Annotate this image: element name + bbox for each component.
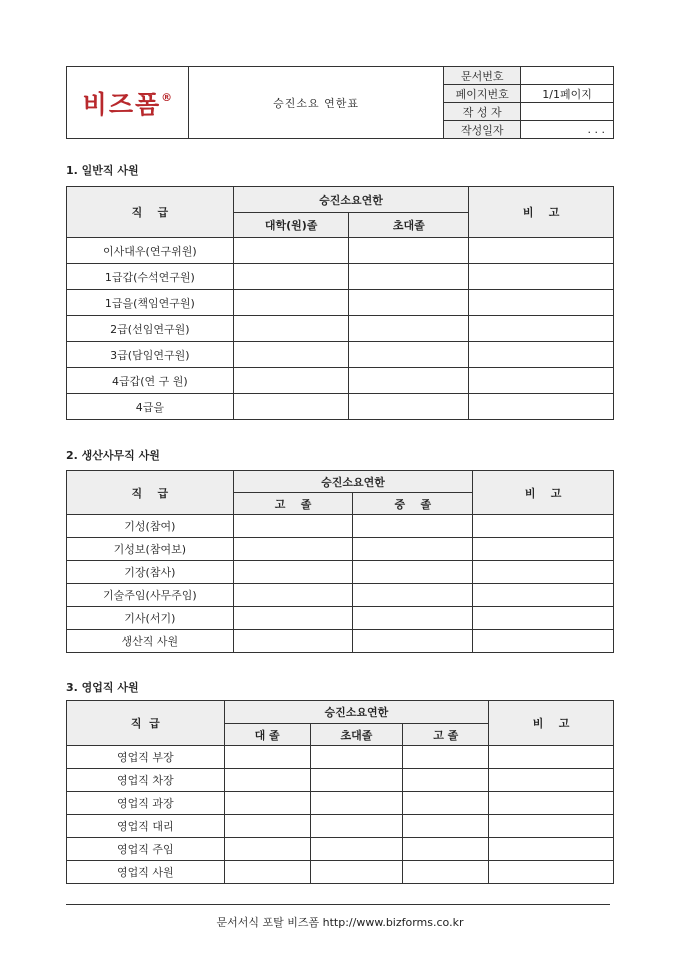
table-row	[67, 538, 614, 561]
period-cell[interactable]	[233, 538, 353, 561]
rank-cell: 4급을	[67, 394, 234, 420]
remarks-cell[interactable]	[469, 342, 614, 368]
rank-cell: 기성(참여)	[67, 515, 234, 538]
table-row	[67, 746, 614, 769]
period-cell[interactable]	[224, 861, 310, 884]
period-cell[interactable]	[233, 584, 353, 607]
sub-header-high-school: 고 졸	[233, 493, 353, 515]
remarks-cell[interactable]	[489, 769, 614, 792]
section-title-general: 1. 일반직 사원	[66, 164, 139, 177]
period-cell[interactable]	[353, 630, 473, 653]
period-cell[interactable]	[310, 815, 403, 838]
meta-value-page-number[interactable]: 1/1페이지	[521, 85, 614, 103]
table-row	[67, 584, 614, 607]
rank-cell: 기술주임(사무주임)	[67, 584, 234, 607]
rank-cell: 2급(선임연구원)	[67, 316, 234, 342]
remarks-cell[interactable]	[473, 538, 614, 561]
sub-header-university: 대학(원)졸	[233, 213, 349, 238]
remarks-cell[interactable]	[473, 584, 614, 607]
table-row	[67, 264, 614, 290]
period-cell[interactable]	[233, 607, 353, 630]
rank-cell: 영업직 대리	[67, 815, 225, 838]
remarks-cell[interactable]	[473, 515, 614, 538]
period-cell[interactable]	[233, 342, 349, 368]
table-row	[67, 630, 614, 653]
period-cell[interactable]	[310, 792, 403, 815]
rank-cell: 영업직 주임	[67, 838, 225, 861]
meta-value-doc-number[interactable]	[521, 67, 614, 85]
period-cell[interactable]	[403, 746, 489, 769]
promotion-period-header: 승진소요연한	[233, 187, 469, 213]
remarks-cell[interactable]	[473, 630, 614, 653]
rank-cell: 생산직 사원	[67, 630, 234, 653]
sub-header-middle-school: 중 졸	[353, 493, 473, 515]
period-cell[interactable]	[349, 238, 469, 264]
general-staff-table	[66, 186, 614, 420]
period-cell[interactable]	[403, 815, 489, 838]
period-cell[interactable]	[310, 861, 403, 884]
production-staff-table	[66, 470, 614, 653]
period-cell[interactable]	[349, 342, 469, 368]
table-row	[67, 316, 614, 342]
period-cell[interactable]	[224, 769, 310, 792]
remarks-cell[interactable]	[469, 238, 614, 264]
rank-header: 직 급	[67, 187, 234, 238]
table-row	[67, 792, 614, 815]
remarks-header: 비 고	[489, 701, 614, 746]
meta-value-author[interactable]	[521, 103, 614, 121]
rank-cell: 기사(서기)	[67, 607, 234, 630]
document-header	[66, 66, 614, 139]
sub-header-high-school: 고 졸	[403, 724, 489, 746]
sub-header-university: 대 졸	[224, 724, 310, 746]
period-cell[interactable]	[233, 630, 353, 653]
period-cell[interactable]	[349, 368, 469, 394]
sales-staff-table	[66, 700, 614, 884]
table-row	[67, 515, 614, 538]
table-row	[67, 561, 614, 584]
rank-cell: 이사대우(연구위원)	[67, 238, 234, 264]
rank-cell: 영업직 부장	[67, 746, 225, 769]
rank-cell: 영업직 차장	[67, 769, 225, 792]
period-cell[interactable]	[403, 861, 489, 884]
period-cell[interactable]	[403, 838, 489, 861]
rank-cell: 영업직 과장	[67, 792, 225, 815]
period-cell[interactable]	[349, 264, 469, 290]
table-row	[67, 607, 614, 630]
remarks-cell[interactable]	[469, 316, 614, 342]
period-cell[interactable]	[353, 607, 473, 630]
remarks-header: 비 고	[473, 471, 614, 515]
rank-cell: 3급(담임연구원)	[67, 342, 234, 368]
period-cell[interactable]	[349, 316, 469, 342]
sub-header-college: 초대졸	[310, 724, 403, 746]
rank-header: 직 급	[67, 471, 234, 515]
remarks-cell[interactable]	[489, 792, 614, 815]
remarks-cell[interactable]	[469, 264, 614, 290]
period-cell[interactable]	[353, 584, 473, 607]
page-title: 승진소요 연한표	[188, 67, 443, 139]
logo-text: 비즈폼	[82, 89, 162, 119]
remarks-cell[interactable]	[469, 368, 614, 394]
period-cell[interactable]	[353, 538, 473, 561]
promotion-period-header: 승진소요연한	[233, 471, 473, 493]
meta-value-date[interactable]: . . .	[521, 121, 614, 139]
period-cell[interactable]	[310, 838, 403, 861]
period-cell[interactable]	[310, 769, 403, 792]
period-cell[interactable]	[233, 561, 353, 584]
footer-divider	[66, 904, 610, 905]
footer-text: 문서서식 포탈 비즈폼 http://www.bizforms.co.kr	[216, 916, 464, 929]
period-cell[interactable]	[349, 394, 469, 420]
period-cell[interactable]	[403, 792, 489, 815]
table-row	[67, 238, 614, 264]
period-cell[interactable]	[353, 561, 473, 584]
promotion-period-header: 승진소요연한	[224, 701, 488, 724]
section-title-production: 2. 생산사무직 사원	[66, 449, 160, 462]
table-row	[67, 368, 614, 394]
period-cell[interactable]	[224, 838, 310, 861]
period-cell[interactable]	[403, 769, 489, 792]
remarks-cell[interactable]	[473, 561, 614, 584]
remarks-cell[interactable]	[489, 746, 614, 769]
period-cell[interactable]	[233, 264, 349, 290]
remarks-cell[interactable]	[473, 607, 614, 630]
rank-cell: 4급갑(연 구 원)	[67, 368, 234, 394]
registered-mark: ®	[161, 90, 173, 104]
table-row	[67, 861, 614, 884]
remarks-cell[interactable]	[469, 290, 614, 316]
table-row	[67, 342, 614, 368]
sub-header-college: 초대졸	[349, 213, 469, 238]
rank-cell: 기장(참사)	[67, 561, 234, 584]
period-cell[interactable]	[233, 394, 349, 420]
remarks-cell[interactable]	[489, 815, 614, 838]
remarks-cell[interactable]	[489, 838, 614, 861]
remarks-header: 비 고	[469, 187, 614, 238]
logo	[67, 67, 189, 139]
rank-header: 직 급	[67, 701, 225, 746]
period-cell[interactable]	[233, 238, 349, 264]
section-title-sales: 3. 영업직 사원	[66, 681, 139, 694]
meta-label-author: 작 성 자	[444, 103, 521, 121]
period-cell[interactable]	[233, 290, 349, 316]
period-cell[interactable]	[310, 746, 403, 769]
period-cell[interactable]	[349, 290, 469, 316]
table-row	[67, 394, 614, 420]
period-cell[interactable]	[233, 515, 353, 538]
remarks-cell[interactable]	[469, 394, 614, 420]
remarks-cell[interactable]	[489, 861, 614, 884]
meta-label-date: 작성일자	[444, 121, 521, 139]
meta-label-doc-number: 문서번호	[444, 67, 521, 85]
period-cell[interactable]	[233, 368, 349, 394]
meta-label-page-number: 페이지번호	[444, 85, 521, 103]
period-cell[interactable]	[233, 316, 349, 342]
period-cell[interactable]	[224, 746, 310, 769]
period-cell[interactable]	[224, 792, 310, 815]
table-row	[67, 838, 614, 861]
rank-cell: 영업직 사원	[67, 861, 225, 884]
rank-cell: 기성보(참여보)	[67, 538, 234, 561]
rank-cell: 1급갑(수석연구원)	[67, 264, 234, 290]
period-cell[interactable]	[224, 815, 310, 838]
table-row	[67, 290, 614, 316]
table-row	[67, 815, 614, 838]
period-cell[interactable]	[353, 515, 473, 538]
rank-cell: 1급을(책임연구원)	[67, 290, 234, 316]
table-row	[67, 769, 614, 792]
